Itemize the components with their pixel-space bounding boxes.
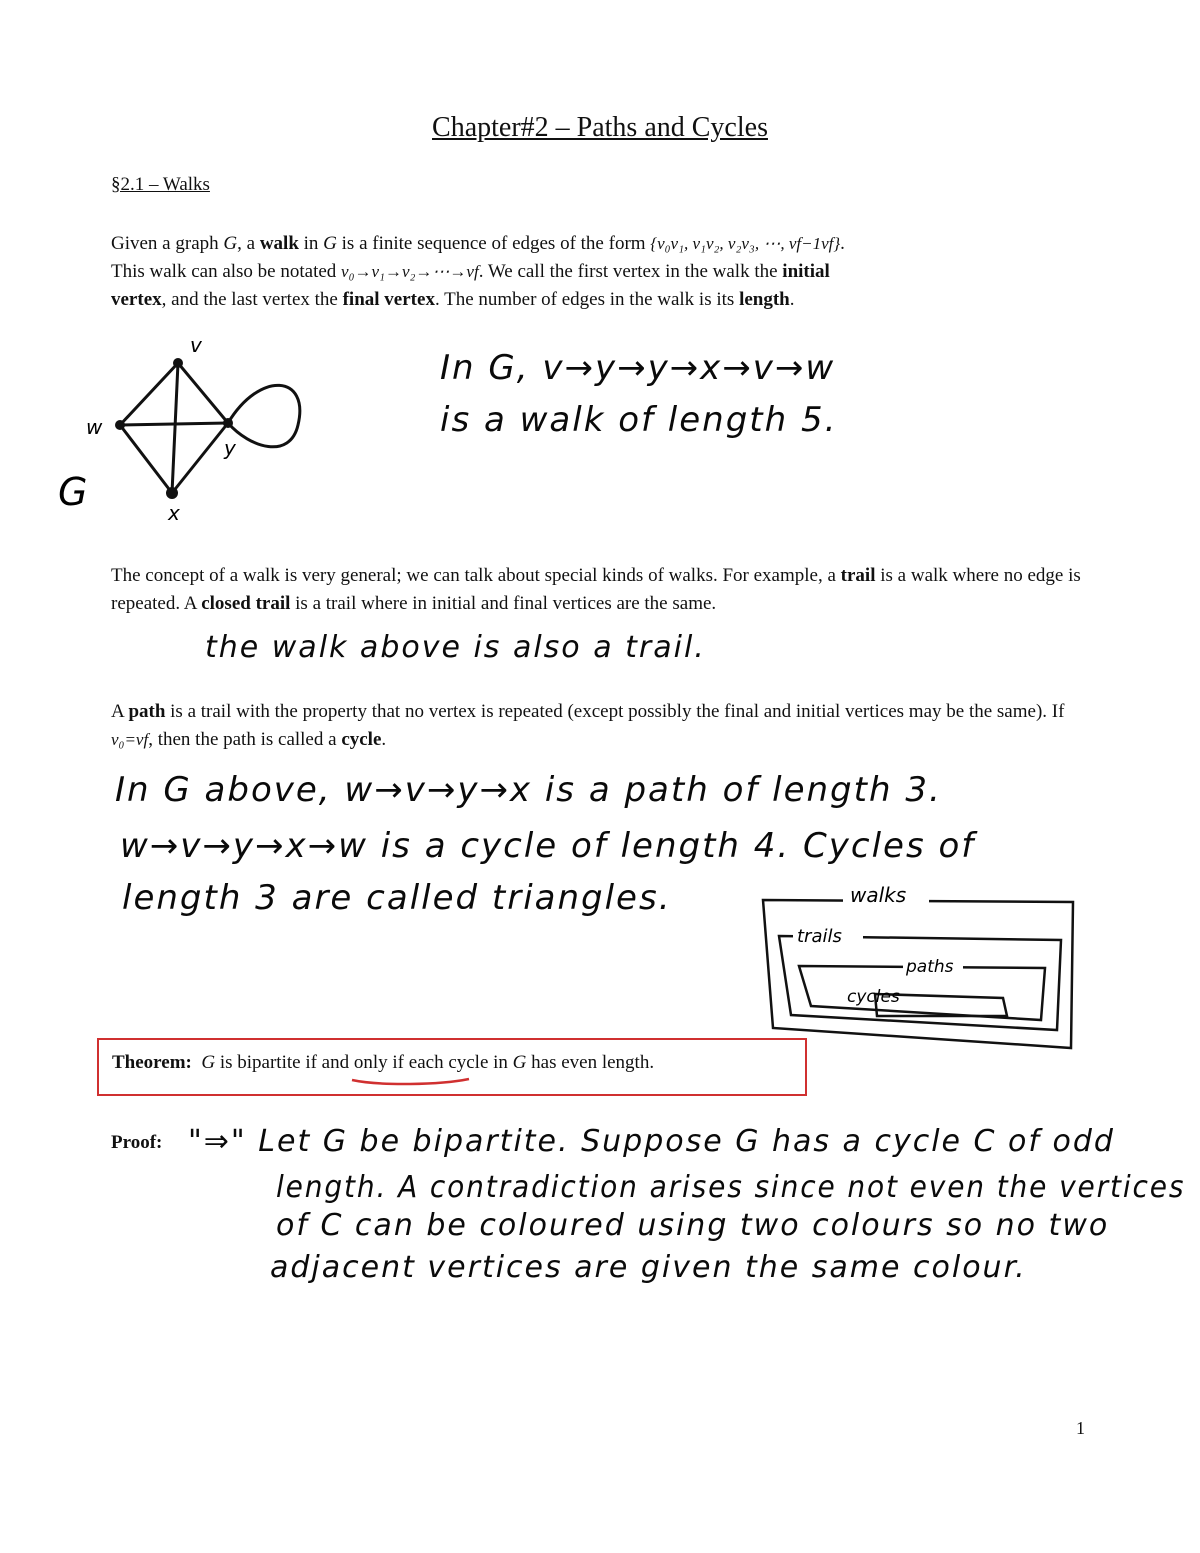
handwritten-walk-line-1: In G, v→y→y→x→v→w bbox=[440, 348, 836, 388]
edge-v-w bbox=[120, 363, 178, 425]
walk-definition-line-2: This walk can also be notated v₀→v₁→v₂→⋯→vf. We call the first vertex in the walk the initial bbox=[111, 261, 830, 282]
handwritten-path-line-2: w→v→y→x→w is a cycle of length 4. Cycles of bbox=[120, 826, 976, 866]
cycle-condition-formula: v₀=vf bbox=[111, 730, 149, 749]
handwritten-proof-line-1: "⇒" Let G be bipartite. Suppose G has a cycle C of odd bbox=[188, 1124, 1115, 1159]
page-number: 1 bbox=[1076, 1418, 1085, 1438]
edge-w-y bbox=[120, 423, 228, 425]
handwritten-proof-line-3: of C can be coloured using two colours so no two bbox=[276, 1208, 1110, 1243]
iff-red-underline bbox=[350, 1076, 471, 1086]
section-heading: §2.1 – Walks bbox=[111, 174, 210, 195]
edge-w-x bbox=[120, 425, 172, 493]
walk-definition bbox=[111, 230, 1101, 314]
page-title: Chapter#2 – Paths and Cycles bbox=[432, 112, 768, 143]
handwritten-proof-line-2: length. A contradiction arises since not even the vertices bbox=[276, 1170, 1186, 1205]
vertex-label-w: w bbox=[86, 415, 103, 439]
edge-y-x bbox=[172, 423, 228, 493]
vertex-label-v: v bbox=[190, 333, 202, 357]
walk-notation-formula: v₀→v₁→v₂→⋯→vf bbox=[341, 262, 479, 281]
label-trails: trails bbox=[797, 926, 842, 947]
graph-label-G: G bbox=[58, 470, 88, 514]
label-paths: paths bbox=[906, 957, 954, 977]
vertex-x bbox=[166, 487, 178, 499]
edge-v-y bbox=[178, 363, 228, 423]
vertex-label-y: y bbox=[224, 436, 236, 460]
loop-y bbox=[228, 385, 300, 446]
vertex-label-x: x bbox=[168, 501, 180, 525]
vertex-v bbox=[173, 358, 183, 368]
edge-v-x bbox=[172, 363, 178, 493]
label-walks: walks bbox=[850, 883, 907, 907]
handwritten-walk-line-2: is a walk of length 5. bbox=[440, 400, 838, 440]
iff-phrase: if and only if bbox=[305, 1052, 405, 1073]
trail-definition: The concept of a walk is very general; we can talk about special kinds of walks. For example, a trail is a walk where no edge is repeated. A closed trail is a trail where in initial and final vertices are the same. bbox=[111, 565, 1081, 614]
proof-label: Proof: bbox=[111, 1132, 163, 1153]
graph-diagram bbox=[40, 330, 340, 530]
handwritten-path-line-1: In G above, w→v→y→x is a path of length 3. bbox=[115, 770, 942, 810]
handwritten-path-line-3: length 3 are called triangles. bbox=[122, 878, 672, 918]
nested-sets-diagram bbox=[755, 870, 1085, 1055]
label-cycles: cycles bbox=[847, 987, 900, 1007]
vertex-w bbox=[115, 420, 125, 430]
handwritten-proof-line-4: adjacent vertices are given the same colour. bbox=[270, 1250, 1027, 1285]
path-definition: A path is a trail with the property that no vertex is repeated (except possibly the final and initial vertices may be the same). If v₀=vf, then the path is called a cycle. bbox=[111, 701, 1065, 750]
handwritten-trail-note: the walk above is also a trail. bbox=[205, 630, 706, 665]
theorem-statement: Theorem: G is bipartite if and only if each cycle in G has even length. bbox=[112, 1052, 655, 1073]
vertex-y bbox=[223, 418, 233, 428]
edge-sequence-formula: {v₀v₁, v₁v₂, v₂v₃, ⋯, vf−1vf} bbox=[650, 234, 841, 253]
walk-definition-line-3: vertex, and the last vertex the final vertex. The number of edges in the walk is its length. bbox=[111, 289, 795, 310]
walk-definition-line-1: Given a graph G, a walk in G is a finite sequence of edges of the form {v₀v₁, v₁v₂, v₂v₃, ⋯, vf−1vf}. bbox=[111, 233, 845, 254]
